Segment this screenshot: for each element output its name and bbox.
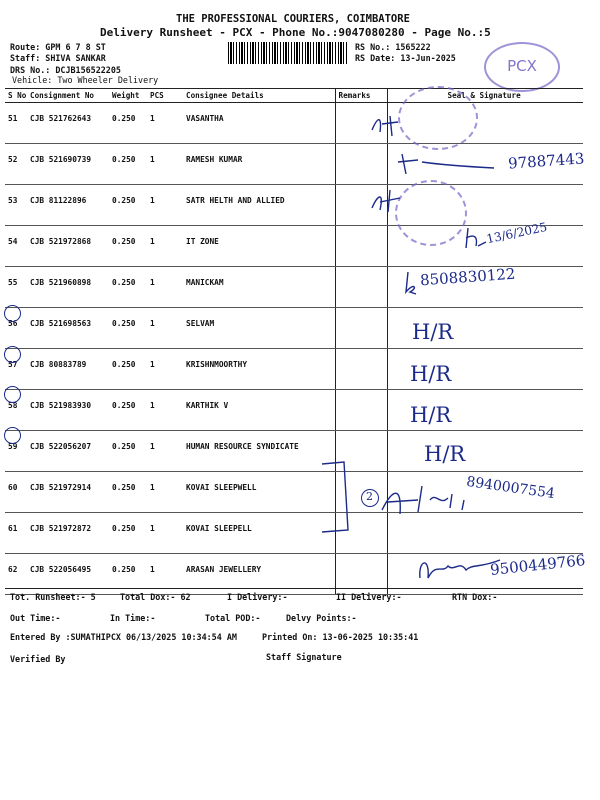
- col-pcs: PCS: [147, 89, 183, 103]
- circled-number: 2: [361, 489, 379, 507]
- handwritten-phone: 97887443: [507, 149, 585, 173]
- row-consignment: CJB 521698563: [27, 308, 109, 349]
- row-consignment: CJB 521972914: [27, 472, 109, 513]
- row-consignee: MANICKAM: [183, 267, 335, 308]
- row-sno: 54: [5, 226, 27, 267]
- seal-stamp: [398, 86, 478, 150]
- row-pcs: 1: [147, 513, 183, 554]
- row-consignee: KARTHIK V: [183, 390, 335, 431]
- row-remarks: [335, 267, 387, 308]
- row-weight: 0.250: [109, 390, 147, 431]
- row-consignment: CJB 522056495: [27, 554, 109, 595]
- row-consignment: CJB 521972872: [27, 513, 109, 554]
- row-consignee: VASANTHA: [183, 103, 335, 144]
- signature-mark: [368, 112, 408, 138]
- row-consignment: CJB 522056207: [27, 431, 109, 472]
- row-consignee: HUMAN RESOURCE SYNDICATE: [183, 431, 335, 472]
- row-consignment: CJB 521960898: [27, 267, 109, 308]
- rtn-dox: RTN Dox:-: [452, 592, 498, 602]
- row-remarks: [335, 390, 387, 431]
- col-sno: S No: [5, 89, 27, 103]
- row-weight: 0.250: [109, 308, 147, 349]
- row-remarks: [335, 226, 387, 267]
- circle-mark: [4, 346, 21, 363]
- tot-runsheet: Tot. Runsheet:- 5: [10, 592, 96, 602]
- col-weight: Weight: [109, 89, 147, 103]
- col-consignee: Consignee Details: [183, 89, 335, 103]
- company-name: THE PROFESSIONAL COURIERS, COIMBATORE: [176, 13, 410, 25]
- row-consignee: RAMESH KUMAR: [183, 144, 335, 185]
- drs-number: DRS No.: DCJB156522205: [10, 65, 121, 75]
- staff: Staff: SHIVA SANKAR: [10, 53, 106, 63]
- row-consignment: CJB 521983930: [27, 390, 109, 431]
- circle-mark: [4, 427, 21, 444]
- i-delivery: I Delivery:-: [227, 592, 288, 602]
- row-weight: 0.250: [109, 103, 147, 144]
- row-sno: 61: [5, 513, 27, 554]
- row-sno: 52: [5, 144, 27, 185]
- row-consignee: ARASAN JEWELLERY: [183, 554, 335, 595]
- row-sno: 57: [5, 349, 27, 390]
- row-pcs: 1: [147, 431, 183, 472]
- row-weight: 0.250: [109, 267, 147, 308]
- rs-number: RS No.: 1565222: [355, 42, 431, 52]
- row-pcs: 1: [147, 267, 183, 308]
- handwritten-hr: H/R: [412, 320, 454, 344]
- row-pcs: 1: [147, 554, 183, 595]
- table-row: [5, 103, 583, 144]
- row-sno: 51: [5, 103, 27, 144]
- col-remarks: Remarks: [335, 89, 387, 103]
- row-consignee: KRISHNMOORTHY: [183, 349, 335, 390]
- row-pcs: 1: [147, 472, 183, 513]
- table-header-row: [5, 89, 583, 103]
- table-row: [5, 431, 583, 472]
- row-consignment: CJB 80883789: [27, 349, 109, 390]
- row-weight: 0.250: [109, 185, 147, 226]
- row-weight: 0.250: [109, 431, 147, 472]
- row-consignee: KOVAI SLEEPELL: [183, 513, 335, 554]
- handwritten-phone: 9500449766: [489, 551, 587, 579]
- row-consignee: SELVAM: [183, 308, 335, 349]
- row-weight: 0.250: [109, 144, 147, 185]
- row-sno: 59: [5, 431, 27, 472]
- table-row: [5, 349, 583, 390]
- row-pcs: 1: [147, 226, 183, 267]
- row-weight: 0.250: [109, 554, 147, 595]
- out-time: Out Time:-: [10, 613, 61, 623]
- row-consignee: SATR HELTH AND ALLIED: [183, 185, 335, 226]
- row-weight: 0.250: [109, 513, 147, 554]
- table-row: [5, 390, 583, 431]
- handwritten-hr: H/R: [410, 403, 452, 427]
- handwritten-hr: H/R: [424, 442, 466, 466]
- table-row: [5, 308, 583, 349]
- signature-mark: [396, 148, 506, 178]
- row-pcs: 1: [147, 103, 183, 144]
- row-consignment: CJB 81122896: [27, 185, 109, 226]
- row-sno: 62: [5, 554, 27, 595]
- row-pcs: 1: [147, 349, 183, 390]
- entered-by: Entered By :SUMATHIPCX 06/13/2025 10:34:54 AM: [10, 632, 237, 642]
- row-consignment: CJB 521762643: [27, 103, 109, 144]
- footer-divider: [5, 588, 583, 589]
- total-dox: Total Dox:- 62: [120, 592, 191, 602]
- row-pcs: 1: [147, 185, 183, 226]
- delvy-points: Delvy Points:-: [286, 613, 357, 623]
- row-sno: 53: [5, 185, 27, 226]
- col-signature: Seal & Signature: [387, 89, 583, 103]
- bracket-mark: [318, 460, 358, 536]
- route: Route: GPM 6 7 8 ST: [10, 42, 106, 52]
- row-signature: [387, 431, 583, 472]
- row-sno: 60: [5, 472, 27, 513]
- row-consignee: IT ZONE: [183, 226, 335, 267]
- row-remarks: [335, 349, 387, 390]
- printed-on: Printed On: 13-06-2025 10:35:41: [262, 632, 419, 642]
- total-pod: Total POD:-: [205, 613, 261, 623]
- barcode: [228, 42, 348, 64]
- row-sno: 55: [5, 267, 27, 308]
- col-consignment: Consignment No: [27, 89, 109, 103]
- row-consignment: CJB 521690739: [27, 144, 109, 185]
- row-sno: 58: [5, 390, 27, 431]
- handwritten-hr: H/R: [410, 362, 452, 386]
- staff-signature: Staff Signature: [266, 652, 342, 662]
- circle-mark: [4, 305, 21, 322]
- row-weight: 0.250: [109, 226, 147, 267]
- runsheet-title: Delivery Runsheet - PCX - Phone No.:9047080280 - Page No.:5: [100, 26, 491, 39]
- row-remarks: [335, 144, 387, 185]
- row-sno: 56: [5, 308, 27, 349]
- row-pcs: 1: [147, 308, 183, 349]
- in-time: In Time:-: [110, 613, 156, 623]
- vehicle: Vehicle: Two Wheeler Delivery: [12, 75, 159, 85]
- table-row: [5, 185, 583, 226]
- row-remarks: [335, 308, 387, 349]
- handwritten-phone: 8940007554: [465, 473, 556, 503]
- row-consignee: KOVAI SLEEPWELL: [183, 472, 335, 513]
- row-consignment: CJB 521972868: [27, 226, 109, 267]
- row-weight: 0.250: [109, 472, 147, 513]
- handwritten-phone: 8508830122: [419, 264, 516, 290]
- row-weight: 0.250: [109, 349, 147, 390]
- ii-delivery: II Delivery:-: [336, 592, 402, 602]
- pcx-stamp: PCX: [484, 42, 560, 92]
- rs-date: RS Date: 13-Jun-2025: [355, 53, 456, 63]
- row-pcs: 1: [147, 390, 183, 431]
- handwritten-date: 13/6/2025: [485, 219, 549, 247]
- row-pcs: 1: [147, 144, 183, 185]
- circle-mark: [4, 386, 21, 403]
- verified-by: Verified By: [10, 654, 66, 664]
- signature-mark: [368, 188, 408, 214]
